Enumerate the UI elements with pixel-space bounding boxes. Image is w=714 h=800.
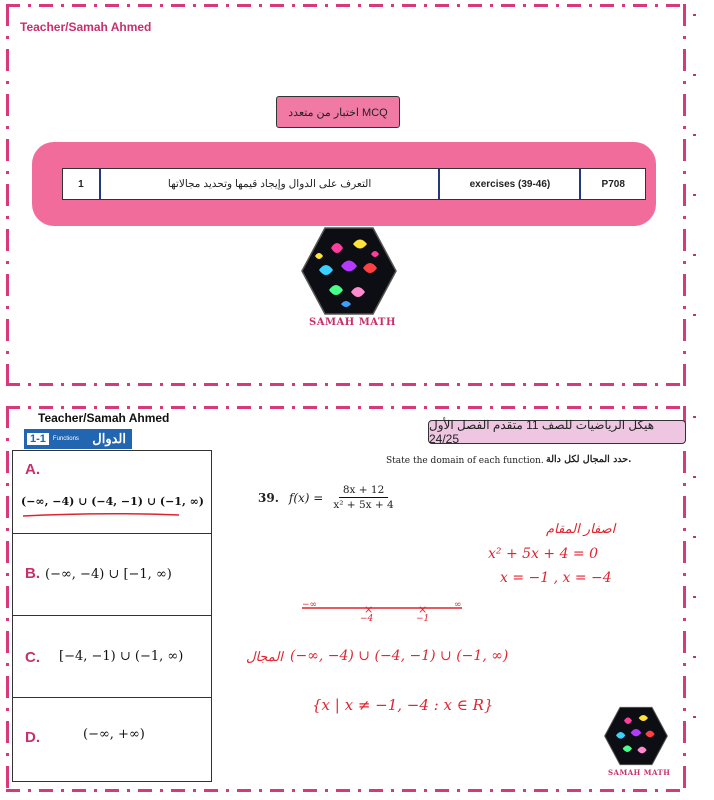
- underline-mark: [21, 511, 181, 519]
- badge-small: Functions: [52, 436, 79, 442]
- problem-fraction: [329, 484, 397, 511]
- handwriting-equation: x² + 5x + 4 = 0: [488, 546, 599, 562]
- handwriting-roots: x = −1 , x = −4: [500, 570, 612, 586]
- option-a[interactable]: [13, 451, 211, 534]
- handwriting-zeros-title: اصفار المقام: [546, 522, 616, 537]
- frame-top: [6, 4, 686, 7]
- option-letter: B.: [25, 565, 40, 582]
- options-box: [12, 450, 212, 782]
- slide-1: [6, 4, 686, 386]
- frame-bottom: [6, 383, 686, 386]
- slide-title: هيكل الرياضيات للصف 11 متقدم الفصل الأول 24/25: [428, 420, 686, 444]
- frame-left: [6, 406, 9, 792]
- option-b[interactable]: [13, 533, 211, 616]
- numline-right-label: ∞: [454, 600, 462, 610]
- lesson-topic: التعرف على الدوال وإيجاد قيمها وتحديد مجالاتها: [101, 169, 441, 199]
- badge-arabic: الدوال: [92, 431, 126, 446]
- lesson-exercises: exercises (39-46): [440, 169, 581, 199]
- option-d[interactable]: [13, 697, 211, 781]
- teacher-name: Teacher/Samah Ahmed: [38, 411, 170, 425]
- option-text: (−∞, −4) ∪ [−1, ∞): [45, 567, 172, 582]
- option-text: (−∞, −4) ∪ (−4, −1) ∪ (−1, ∞): [21, 495, 204, 508]
- mcq-button[interactable]: اختبار من متعدد MCQ: [276, 96, 400, 128]
- option-c[interactable]: [13, 615, 211, 698]
- lesson-row: [62, 168, 646, 200]
- option-text: [−4, −1) ∪ (−1, ∞): [59, 649, 184, 664]
- frame-left: [6, 4, 9, 386]
- frame-right: [683, 4, 686, 386]
- option-letter: C.: [25, 649, 40, 666]
- side-dots: [693, 14, 696, 374]
- lesson-badge: [24, 429, 132, 449]
- side-dots: [693, 416, 696, 776]
- problem-lhs: f(x) =: [288, 490, 324, 505]
- numline-tick-minus1: −1: [416, 614, 430, 624]
- frame-right: [683, 406, 686, 792]
- svg-text:×: ×: [418, 603, 428, 616]
- badge-number: 1-1: [27, 433, 49, 445]
- frame-bottom: [6, 789, 686, 792]
- instruction-english: State the domain of each function.: [386, 456, 544, 466]
- option-text: (−∞, +∞): [83, 727, 145, 742]
- handwriting-domain-label: المجال: [246, 650, 283, 665]
- teacher-name: Teacher/Samah Ahmed: [20, 20, 152, 34]
- fraction-denominator: x² + 5x + 4: [333, 499, 394, 511]
- slide-2: [6, 406, 686, 792]
- option-letter: D.: [25, 729, 40, 746]
- problem-39: [258, 484, 398, 511]
- frame-top: [6, 406, 686, 409]
- fraction-numerator: 8x + 12: [339, 484, 388, 498]
- svg-text:×: ×: [364, 603, 374, 616]
- numline-left-label: −∞: [302, 600, 318, 610]
- lesson-page: P708: [601, 178, 625, 190]
- handwriting-domain-interval: (−∞, −4) ∪ (−4, −1) ∪ (−1, ∞): [290, 648, 509, 664]
- option-letter: A.: [25, 461, 40, 478]
- numline-tick-minus4: −4: [360, 614, 374, 624]
- number-line: [292, 596, 472, 636]
- samah-math-logo: [604, 704, 668, 768]
- instruction-arabic: حدد المجال لكل دالة.: [546, 454, 632, 465]
- problem-number: 39.: [258, 490, 279, 505]
- logo-text: SAMAH MATH: [309, 317, 396, 328]
- lesson-number: 1: [63, 169, 101, 199]
- logo-text: SAMAH MATH: [608, 768, 671, 777]
- handwriting-set-notation: {x | x ≠ −1, −4 : x ∈ R}: [312, 696, 494, 714]
- samah-math-logo: [301, 226, 397, 316]
